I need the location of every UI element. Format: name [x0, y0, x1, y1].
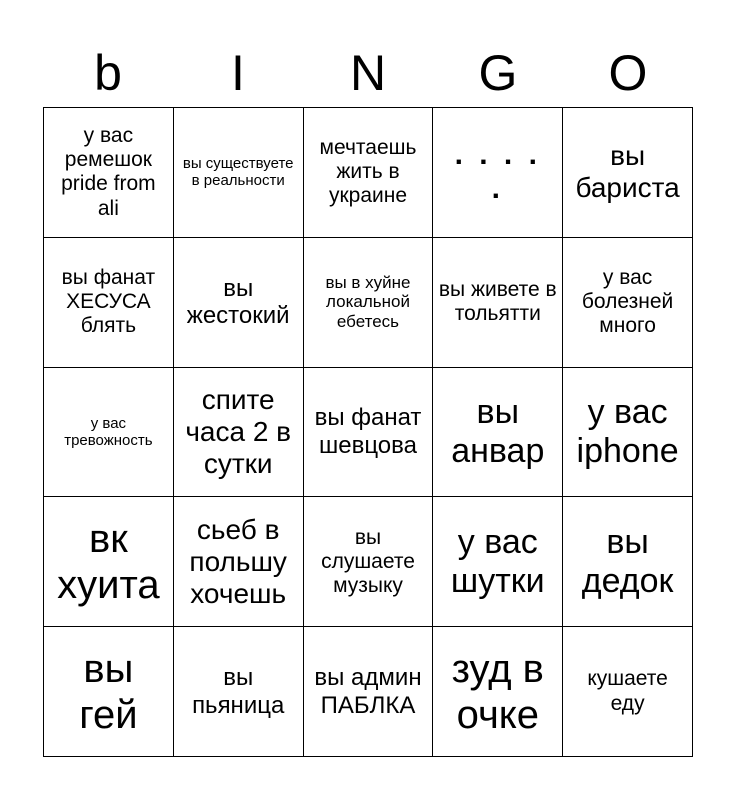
cell-text: у вас тревожность	[64, 414, 153, 449]
cell-text: вы админ ПАБЛКА	[314, 664, 422, 719]
header-letter-b: b	[94, 45, 122, 101]
cell-text: сьеб в польшу хочешь	[189, 513, 287, 609]
bingo-header	[43, 40, 693, 106]
cell-text: вы пьяница	[192, 664, 285, 719]
bingo-cell-r1-c4[interactable]	[433, 108, 563, 238]
cell-text: кушаете еду	[587, 667, 668, 715]
bingo-cell-r3-c4[interactable]	[433, 368, 563, 498]
cell-text: вы жестокий	[186, 274, 290, 330]
cell-text: вы фанат шевцова	[314, 404, 422, 459]
bingo-cell-r5-c4[interactable]	[433, 627, 563, 757]
bingo-cell-r4-c4[interactable]	[433, 497, 563, 627]
cell-text: вы фанат ХЕСУСА блять	[61, 265, 156, 338]
bingo-cell-r4-c1[interactable]	[44, 497, 174, 627]
cell-text: вы живете в тольятти	[438, 278, 557, 326]
header-letter-g: G	[478, 45, 518, 101]
cell-text: вк хуита	[57, 516, 160, 607]
bingo-grid	[43, 107, 693, 757]
bingo-cell-r3-c1[interactable]	[44, 368, 174, 498]
cell-text: вы анвар	[451, 392, 545, 470]
bingo-cell-r4-c3[interactable]	[304, 497, 434, 627]
cell-text: спите часа 2 в сутки	[185, 383, 292, 480]
cell-text: вы в хуйне локальной ебетесь	[325, 272, 411, 331]
bingo-cell-r4-c2[interactable]	[174, 497, 304, 627]
cell-text: у вас шутки	[450, 522, 545, 600]
bingo-cell-r5-c3[interactable]	[304, 627, 434, 757]
bingo-cell-r1-c2[interactable]	[174, 108, 304, 238]
header-letter-i: I	[231, 45, 245, 101]
bingo-cell-r2-c3[interactable]	[304, 238, 434, 368]
header-letter-o: O	[608, 45, 648, 101]
bingo-cell-r2-c2[interactable]	[174, 238, 304, 368]
cell-text: у вас ремешок pride from ali	[61, 124, 156, 220]
bingo-cell-r3-c3[interactable]	[304, 368, 434, 498]
bingo-cell-r2-c1[interactable]	[44, 238, 174, 368]
bingo-cell-r5-c5[interactable]	[563, 627, 693, 757]
cell-text: зуд в очке	[451, 646, 544, 737]
bingo-cell-r5-c1[interactable]	[44, 627, 174, 757]
cell-text: вы слушаете музыку	[321, 525, 415, 597]
cell-text: вы бариста	[575, 140, 680, 204]
cell-text: вы дедок	[581, 522, 674, 600]
bingo-cell-r3-c5[interactable]	[563, 368, 693, 498]
cell-text: . . . . .	[454, 137, 541, 206]
cell-text: у вас iphone	[576, 392, 679, 470]
cell-text: у вас болезней много	[581, 265, 674, 338]
bingo-cell-r1-c5[interactable]	[563, 108, 693, 238]
header-letter-n: N	[349, 45, 387, 101]
bingo-cell-r2-c4[interactable]	[433, 238, 563, 368]
cell-text: вы существуете в реальности	[182, 155, 294, 190]
bingo-cell-r4-c5[interactable]	[563, 497, 693, 627]
bingo-cell-r5-c2[interactable]	[174, 627, 304, 757]
bingo-cell-r3-c2[interactable]	[174, 368, 304, 498]
cell-text: мечтаешь жить в украине	[319, 136, 417, 208]
bingo-cell-r1-c3[interactable]	[304, 108, 434, 238]
bingo-cell-r2-c5[interactable]	[563, 238, 693, 368]
bingo-cell-r1-c1[interactable]	[44, 108, 174, 238]
cell-text: вы гей	[79, 646, 138, 737]
